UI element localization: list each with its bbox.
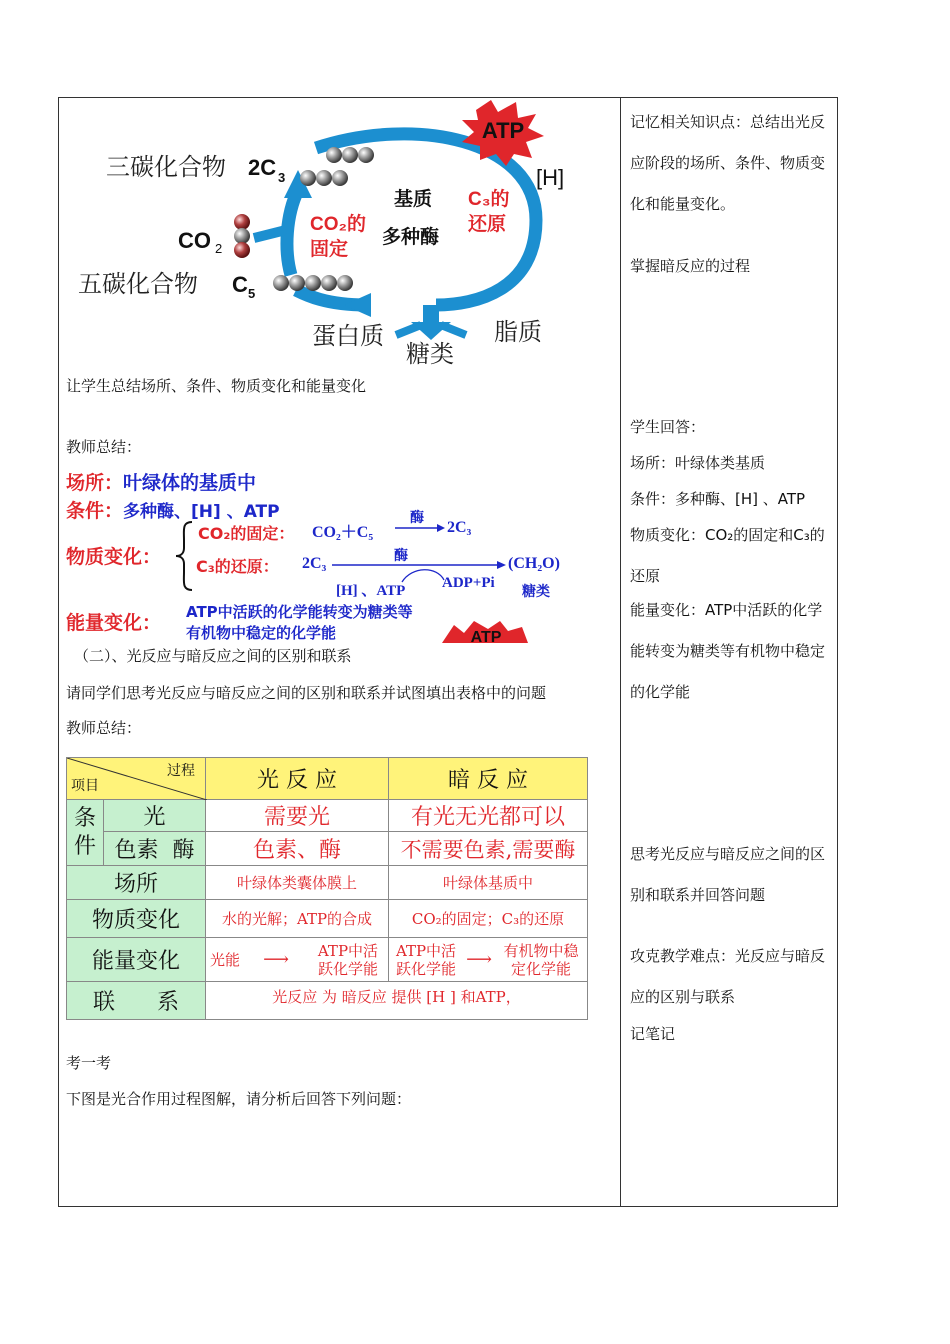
- svg-text:CO₂的: CO₂的: [310, 214, 366, 235]
- arrow-right-icon: ⟶: [466, 949, 492, 970]
- fixation-product: 2C₃: [447, 519, 472, 536]
- cell-energy-light: 光能 ⟶ ATP中活跃化学能: [206, 938, 389, 982]
- svg-text:[H]: [H]: [536, 165, 565, 190]
- section-2-heading: （二）、光反应与暗反应之间的区别和联系: [74, 647, 352, 665]
- right-note-7: 能量变化：ATP中活跃的化学能转变为糖类等有机物中稳定的化学能: [630, 601, 826, 701]
- row-energy: 能量变化: [67, 938, 206, 982]
- svg-text:C₃的: C₃的: [468, 189, 510, 210]
- c5-molecules: [273, 275, 353, 291]
- svg-text:C: C: [232, 272, 248, 297]
- svg-text:五碳化合物: 五碳化合物: [78, 272, 198, 298]
- condition-group: 条 件: [67, 800, 104, 866]
- svg-text:3: 3: [278, 170, 286, 185]
- right-note-6: 物质变化：CO₂的固定和C₃的还原: [630, 526, 825, 585]
- cell-light-light: 需要光: [206, 800, 389, 832]
- teacher-summary-label-2: 教师总结：: [66, 719, 142, 737]
- right-note-9: 攻克教学难点：光反应与暗反应的区别与联系: [630, 947, 826, 1006]
- c3-reduction-label: C₃的还原：: [196, 557, 279, 576]
- cell-place-light: 叶绿体类囊体膜上: [206, 866, 389, 900]
- co2-fixation-label: CO₂的固定：: [198, 524, 295, 543]
- reduction-product: (CH₂O): [508, 555, 560, 572]
- svg-text:2C: 2C: [248, 155, 277, 180]
- row-relation: 联 系: [67, 982, 206, 1020]
- row-matter: 物质变化: [67, 900, 206, 938]
- summary-matter-label: 物质变化：: [66, 546, 162, 568]
- cell-pigment-light: 色素、酶: [206, 832, 389, 866]
- row-pigment-enzyme: 色素 酶: [104, 832, 206, 866]
- right-note-8: 思考光反应与暗反应之间的区别和联系并回答问题: [630, 845, 826, 904]
- svg-text:ATP: ATP: [470, 629, 502, 643]
- co2-molecule: [234, 214, 250, 258]
- header-light-reaction: 光 反 应: [206, 758, 389, 800]
- svg-text:糖类: 糖类: [406, 342, 454, 368]
- row-light: 光: [104, 800, 206, 832]
- cell-relation: 光反应 为 暗反应 提供 [H ] 和ATP，: [206, 982, 588, 1020]
- summary-energy-line2: 有机物中稳定的化学能: [186, 624, 337, 642]
- right-note-2: 掌握暗反应的过程: [630, 257, 751, 275]
- svg-text:三碳化合物: 三碳化合物: [106, 155, 226, 181]
- cell-matter-dark: CO₂的固定；C₃的还原: [389, 900, 588, 938]
- svg-text:固定: 固定: [310, 239, 349, 260]
- cell-energy-dark: ATP中活跃化学能 ⟶ 有机物中稳定化学能: [389, 938, 588, 982]
- think-prompt: 请同学们思考光反应与暗反应之间的区别和联系并试图填出表格中的问题: [66, 684, 547, 702]
- reduction-reactant: 2C₃: [302, 555, 327, 572]
- right-note-3: 学生回答：: [630, 418, 706, 436]
- svg-text:2: 2: [215, 241, 223, 256]
- right-note-1: 记忆相关知识点：总结出光反应阶段的场所、条件、物质变化和能量变化。: [630, 113, 826, 213]
- fixation-arrow: [395, 523, 445, 533]
- summary-place: 场所：叶绿体的基质中: [66, 472, 257, 494]
- brace-icon: [174, 520, 194, 592]
- calvin-cycle-diagram: [66, 100, 606, 375]
- c3-molecules: [300, 147, 374, 186]
- svg-text:5: 5: [248, 286, 256, 301]
- cycle-left-arrow: [287, 190, 298, 275]
- reduction-adp: ADP+Pi: [442, 575, 495, 591]
- reduction-sugar: 糖类: [522, 584, 550, 600]
- row-place: 场所: [67, 866, 206, 900]
- fixation-enzyme-label: 酶: [410, 510, 424, 526]
- svg-text:ATP: ATP: [481, 118, 525, 143]
- cell-place-dark: 叶绿体基质中: [389, 866, 588, 900]
- cell-matter-light: 水的光解；ATP的合成: [206, 900, 389, 938]
- cell-pigment-dark: 不需要色素,需要酶: [389, 832, 588, 866]
- svg-text:多种酶: 多种酶: [382, 227, 440, 248]
- teacher-summary-label: 教师总结：: [66, 438, 142, 456]
- cell-light-dark: 有光无光都可以: [389, 800, 588, 832]
- atp-badge-icon: [440, 621, 530, 643]
- quiz-heading: 考一考: [66, 1054, 112, 1072]
- prompt-text: 让学生总结场所、条件、物质变化和能量变化: [66, 377, 367, 395]
- comparison-table: [66, 757, 588, 1020]
- svg-text:基质: 基质: [394, 189, 433, 210]
- co2-fixation-reactants: CO₂＋C₅: [312, 524, 374, 541]
- right-note-4: 场所：叶绿体类基质: [630, 454, 766, 472]
- column-divider: [620, 97, 621, 1207]
- summary-energy-line1: ATP中活跃的化学能转变为糖类等: [186, 603, 413, 621]
- header-dark-reaction: 暗 反 应: [389, 758, 588, 800]
- svg-text:还原: 还原: [468, 214, 507, 235]
- summary-energy-label: 能量变化：: [66, 612, 162, 634]
- svg-text:脂质: 脂质: [494, 320, 542, 346]
- quiz-text: 下图是光合作用过程图解，请分析后回答下列问题：: [66, 1090, 412, 1108]
- right-note-10: 记笔记: [630, 1025, 676, 1043]
- reduction-inputs: [H] 、ATP: [336, 583, 406, 599]
- arrow-right-icon: ⟶: [263, 949, 289, 970]
- summary-condition: 条件：多种酶、[H] 、ATP: [66, 500, 280, 522]
- svg-text:CO: CO: [178, 228, 211, 253]
- svg-text:蛋白质: 蛋白质: [312, 324, 384, 350]
- reduction-enzyme-label: 酶: [394, 548, 408, 564]
- table-corner: 项目 过程: [67, 758, 206, 800]
- right-note-5: 条件：多种酶、[H] 、ATP: [630, 490, 806, 508]
